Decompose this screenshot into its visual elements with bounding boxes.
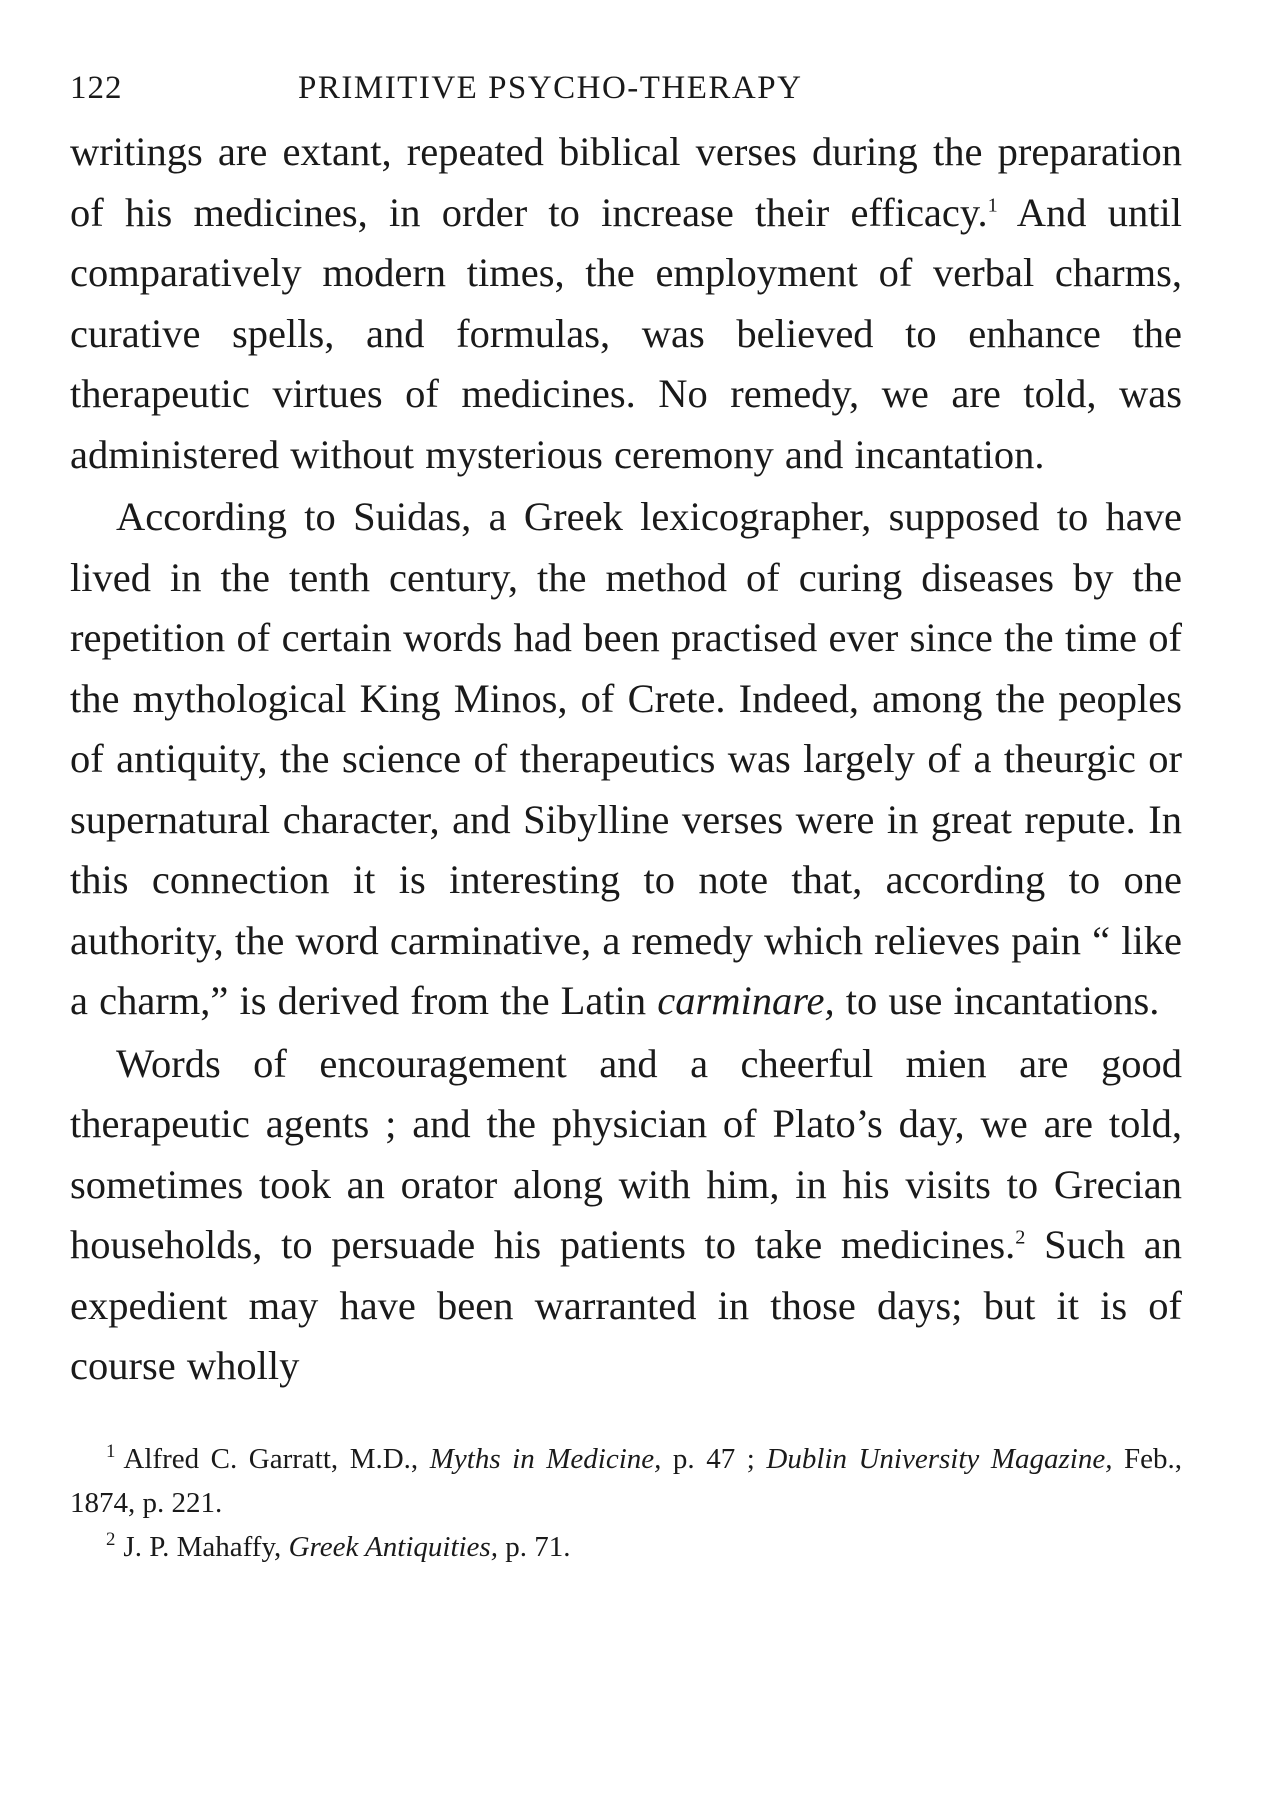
paragraph-1 — [70, 122, 1182, 485]
text-body — [70, 122, 1182, 1397]
footnote-1-author: Alfred C. Garratt, M.D., — [123, 1442, 430, 1475]
footnote-1-work-1: Myths in Medicine, — [429, 1442, 662, 1475]
footnote-ref-1: 1 — [987, 194, 998, 216]
footnote-2-work: Greek Antiquities, — [288, 1530, 498, 1563]
paragraph-2-text-a: According to Suidas, a Greek lexicographer, supposed to have lived in the tenth century, the method of curing diseases by the repetition of certain words had been practised ever since the time of the mythological King Minos, of Crete. Indeed, among the peoples of antiquity, the science of therapeutics was largely of a theurgic or supernatural character, and Sibylline verses were in great repute. In this connection it is interesting to note that, according to one authority, the word carminative, a remedy which relieves pain “ like a charm,” is derived from the Latin — [70, 494, 1182, 1023]
paragraph-3-text-a: Words of encouragement and a cheerful mien are good therapeutic agents ; and the physician of Plato’s day, we are told, sometimes took an orator along with him, in his visits to Grecian households, to persuade his patients to take medicines. — [70, 1040, 1182, 1267]
paragraph-2 — [70, 487, 1182, 1032]
footnote-ref-2: 2 — [1015, 1226, 1026, 1249]
footnotes — [70, 1437, 1182, 1569]
footnote-1-end: Feb., 1874, p. 221. — [70, 1442, 1183, 1519]
running-title: PRIMITIVE PSYCHO-THERAPY — [298, 70, 803, 106]
paragraph-3-text-b: Such an expedient may have been warranted in those days; but it is of course wholly — [70, 1222, 1182, 1388]
footnote-2 — [70, 1525, 1182, 1569]
paragraph-2-text-b: to use incantations. — [834, 978, 1160, 1023]
footnote-2-author: J. P. Mahaffy, — [123, 1530, 289, 1563]
paragraph-3 — [70, 1034, 1182, 1397]
paragraph-2-italic: carminare, — [657, 978, 835, 1023]
paragraph-1-text-b: And until comparatively modern times, the employment of verbal charms, curative spells, and formulas, was believed to enhance the therapeutic virtues of medicines. No remedy, we are told, was administered without mysterious ceremony and incantation. — [70, 189, 1182, 477]
footnote-1 — [70, 1437, 1182, 1525]
footnote-1-mid: p. 47 ; — [661, 1442, 767, 1475]
book-page — [70, 62, 1182, 1569]
footnote-1-work-2: Dublin University Magazine, — [766, 1442, 1113, 1475]
footnote-2-end: p. 71. — [497, 1530, 571, 1563]
page-number: 122 — [70, 70, 123, 106]
paragraph-1-text-a: writings are extant, repeated biblical verses during the preparation of his medicines, in order to increase their efficacy. — [70, 129, 1182, 235]
footnote-2-mark: 2 — [106, 1528, 116, 1550]
running-head — [70, 62, 1182, 122]
footnote-1-mark: 1 — [106, 1440, 116, 1462]
